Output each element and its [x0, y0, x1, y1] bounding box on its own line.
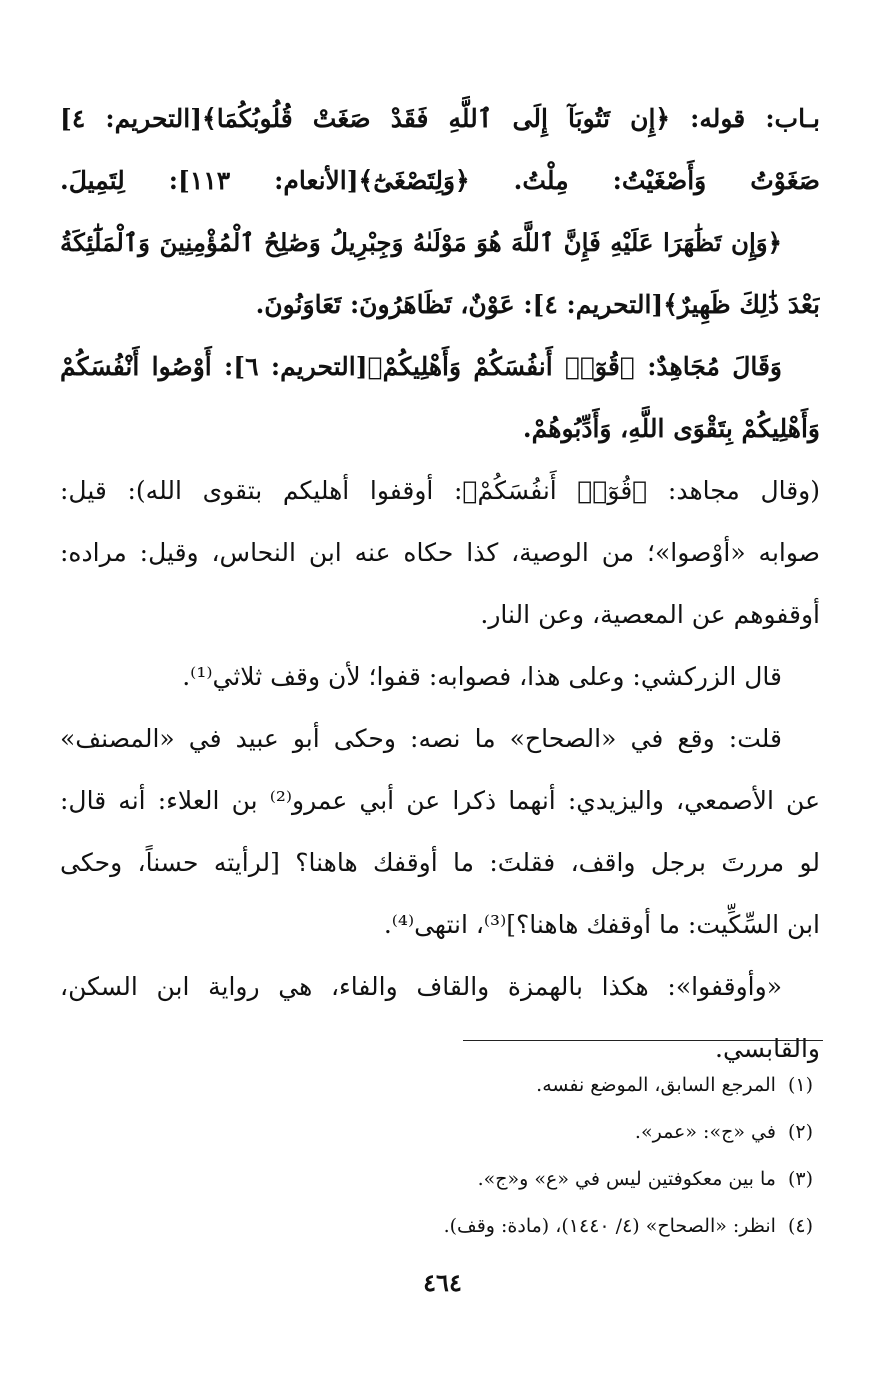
footnote-text: ما بين معكوفتين ليس في «ع» و«ج».: [477, 1168, 776, 1190]
footnotes: [123, 1062, 823, 1250]
page-number: ٤٦٤: [423, 1268, 462, 1297]
footnote-item: [123, 1062, 823, 1109]
footnote-item: [123, 1109, 823, 1156]
footnote-number: (٣): [787, 1168, 813, 1190]
commentary-line: والقابسي.: [715, 1034, 820, 1063]
footnote-text: المرجع السابق، الموضع نفسه.: [536, 1074, 776, 1096]
quran-verse-line: بَعْدَ ذَٰلِكَ ظَهِيرٌ﴾[التحريم: ٤]: عَوْنٌ، تَظَاهَرُونَ: تَعَاوَنُونَ.: [255, 290, 820, 319]
commentary-line: لو مررتَ برجل واقف، فقلتَ: ما أوقفك هاهنا؟ [لرأيته حسناً، وحكى: [60, 848, 820, 877]
footnote-item: [123, 1203, 823, 1250]
main-text-body: [60, 88, 820, 1080]
footnote-number: (١): [787, 1074, 813, 1096]
commentary-line: قلت: وقع في «الصحاح» ما نصه: وحكى أبو عبيد في «المصنف»: [60, 724, 782, 753]
footnote-divider: [463, 1040, 823, 1041]
commentary-line: صوابه «أوْصوا»؛ من الوصية، كذا حكاه عنه ابن النحاس، وقيل: مراده:: [60, 538, 820, 567]
text-line: صَغَوْتُ وَأَصْغَيْتُ: مِلْتُ. ﴿وَلِتَصْغَىٰٓ﴾[الأنعام: ١١٣]: لِتَمِيلَ.: [60, 166, 820, 195]
commentary-line: عن الأصمعي، واليزيدي: أنهما ذكرا عن أبي عمرو⁽²⁾ بن العلاء: أنه قال:: [60, 786, 820, 815]
commentary-line: (وقال مجاهد: ﴿قُوٓا۟ أَنفُسَكُمْ﴾: أوقفوا أهليكم بتقوى الله): قيل:: [60, 476, 820, 505]
text-line: وَقَالَ مُجَاهِدٌ: ﴿قُوٓا۟ أَنفُسَكُمْ وَأَهْلِيكُمْ﴾[التحريم: ٦]: أَوْصُوا أَنْفُسَكُمْ: [60, 352, 782, 381]
commentary-line: «وأوقفوا»: هكذا بالهمزة والقاف والفاء، هي رواية ابن السكن،: [60, 972, 782, 1001]
commentary-line: قال الزركشي: وعلى هذا، فصوابه: قفوا؛ لأن وقف ثلاثي⁽¹⁾.: [182, 662, 782, 691]
commentary-line: أوقفوهم عن المعصية، وعن النار.: [480, 600, 820, 629]
footnote-text: في «ج»: «عمر».: [634, 1121, 776, 1143]
chapter-heading-line: بـاب: قوله: ﴿إِن تَتُوبَآ إِلَى ٱللَّهِ فَقَدْ صَغَتْ قُلُوبُكُمَا﴾[التحريم: ٤]: [60, 104, 820, 133]
footnote-text: انظر: «الصحاح» (٤/ ١٤٤٠)، (مادة: وقف).: [443, 1215, 776, 1237]
text-line: وَأَهْلِيكُمْ بِتَقْوَى اللَّهِ، وَأَدِّبُوهُمْ.: [522, 414, 820, 443]
footnote-number: (٢): [787, 1121, 813, 1143]
footnote-item: [123, 1156, 823, 1203]
commentary-line: ابن السِّكِّيت: ما أوقفك هاهنا؟]⁽³⁾، انتهى⁽⁴⁾.: [383, 910, 820, 939]
quran-verse-line: ﴿وَإِن تَظَٰهَرَا عَلَيْهِ فَإِنَّ ٱللَّهَ هُوَ مَوْلَىٰهُ وَجِبْرِيلُ وَصَٰلِحُ ٱلْمُؤْمِنِينَ وَٱلْمَلَٰٓئِكَةُ: [60, 228, 782, 257]
footnote-number: (٤): [787, 1215, 813, 1237]
